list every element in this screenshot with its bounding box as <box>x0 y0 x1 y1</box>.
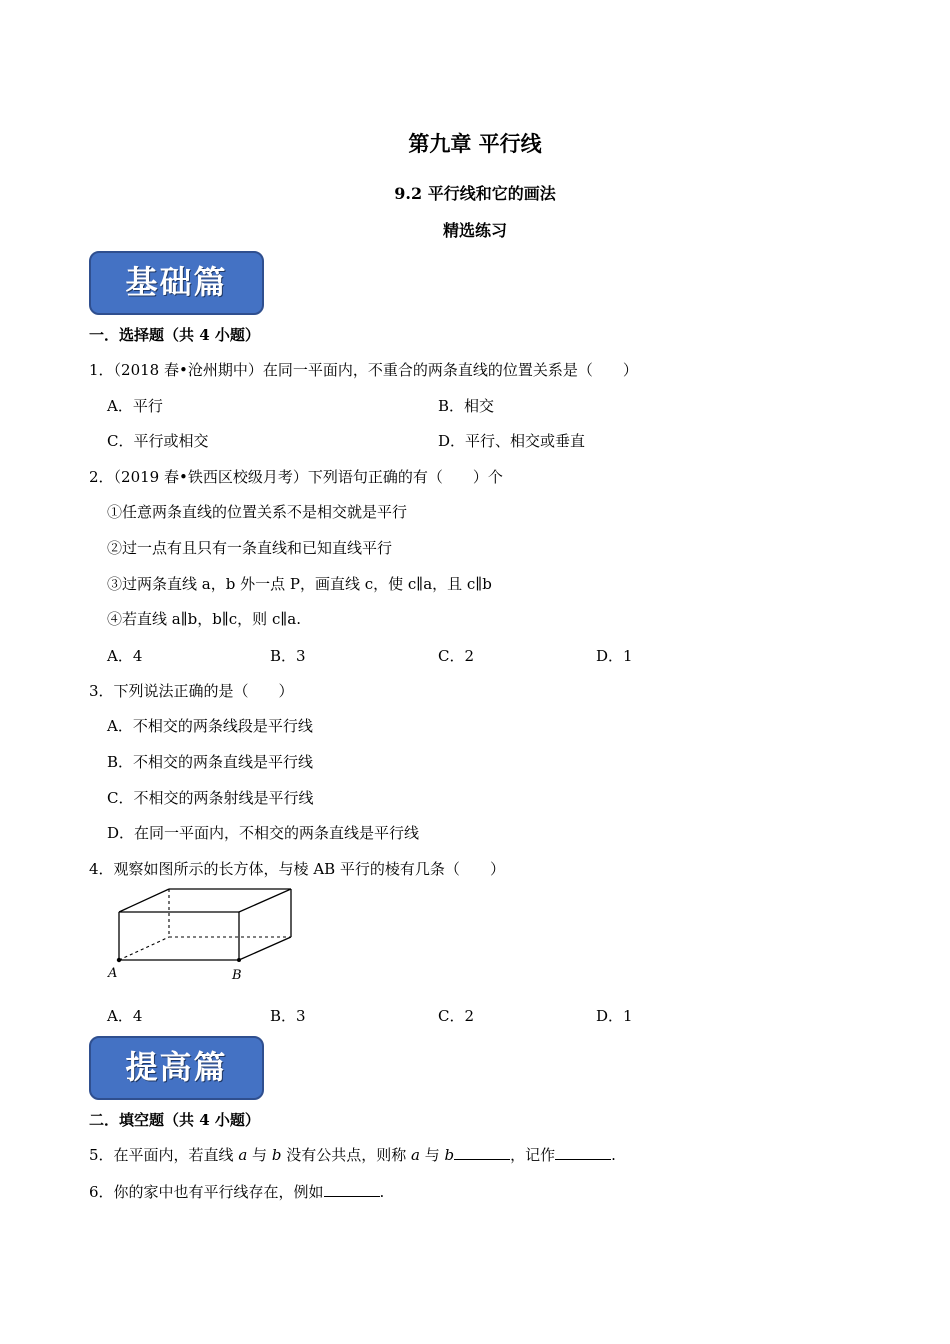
q5-text-4: 与 <box>419 1146 445 1164</box>
basic-banner: 基础篇 <box>89 251 264 315</box>
question-3-option-d: D．在同一平面内，不相交的两条直线是平行线 <box>107 824 420 842</box>
label-a: A <box>108 966 118 981</box>
q5-var-b2: b <box>444 1146 455 1164</box>
question-2-option-c: C．2 <box>438 647 475 665</box>
advanced-banner: 提高篇 <box>89 1036 264 1100</box>
section1-heading: 一．选择题（共 4 小题） <box>89 326 260 344</box>
q5-blank-1[interactable] <box>454 1158 510 1160</box>
question-4-option-a: A．4 <box>107 1007 143 1025</box>
question-3-option-a: A．不相交的两条线段是平行线 <box>107 717 313 735</box>
question-4-option-d: D．1 <box>596 1007 633 1025</box>
chapter-title: 第九章 平行线 <box>408 131 542 156</box>
question-1-option-d: D．平行、相交或垂直 <box>438 432 586 450</box>
question-4-stem: 4．观察如图所示的长方体，与棱 AB 平行的棱有几条（ ） <box>89 860 505 878</box>
q5-text-6: . <box>611 1146 616 1164</box>
question-2-statement-2: ②过一点有且只有一条直线和已知直线平行 <box>107 539 393 557</box>
q5-text-3: 没有公共点，则称 <box>281 1146 411 1164</box>
question-2-statement-1: ①任意两条直线的位置关系不是相交就是平行 <box>107 503 408 521</box>
page-subtitle: 精选练习 <box>442 221 507 240</box>
question-5 <box>89 1144 616 1165</box>
question-2-statement-4: ④若直线 a∥b，b∥c，则 c∥a. <box>107 610 301 628</box>
q5-text-5: ，记作 <box>510 1146 556 1164</box>
q5-var-b: b <box>271 1146 282 1164</box>
question-2-statement-3: ③过两条直线 a，b 外一点 P，画直线 c，使 c∥a，且 c∥b <box>107 575 492 593</box>
question-3-option-b: B．不相交的两条直线是平行线 <box>107 753 314 771</box>
cuboid-figure <box>105 885 305 985</box>
question-1-option-c: C．平行或相交 <box>107 432 209 450</box>
q5-blank-2[interactable] <box>555 1158 611 1160</box>
question-6 <box>89 1181 384 1202</box>
question-2-option-b: B．3 <box>270 647 306 665</box>
question-2-option-a: A．4 <box>107 647 143 665</box>
q6-text-1: 6．你的家中也有平行线存在，例如 <box>89 1183 324 1201</box>
q6-text-2: . <box>379 1183 385 1201</box>
question-1-option-b: B．相交 <box>438 397 495 415</box>
question-2-stem: 2．（2019 春•铁西区校级月考）下列语句正确的有（ ）个 <box>89 468 503 486</box>
section-title: 9.2 平行线和它的画法 <box>394 184 556 203</box>
question-1-option-a: A．平行 <box>107 397 163 415</box>
question-3-option-c: C．不相交的两条射线是平行线 <box>107 789 314 807</box>
q5-var-a: a <box>238 1146 248 1164</box>
question-2-option-d: D．1 <box>596 647 633 665</box>
question-3-stem: 3．下列说法正确的是（ ） <box>89 682 294 700</box>
question-4-option-b: B．3 <box>270 1007 306 1025</box>
section2-heading: 二．填空题（共 4 小题） <box>89 1111 260 1129</box>
q5-text-1: 5．在平面内，若直线 <box>89 1146 239 1164</box>
q5-text-2: 与 <box>247 1146 272 1164</box>
q5-var-a2: a <box>410 1146 420 1164</box>
question-4-option-c: C．2 <box>438 1007 475 1025</box>
q6-blank[interactable] <box>324 1195 380 1197</box>
label-b: B <box>232 968 242 983</box>
question-1-stem: 1．（2018 春•沧州期中）在同一平面内，不重合的两条直线的位置关系是（ ） <box>89 361 638 379</box>
